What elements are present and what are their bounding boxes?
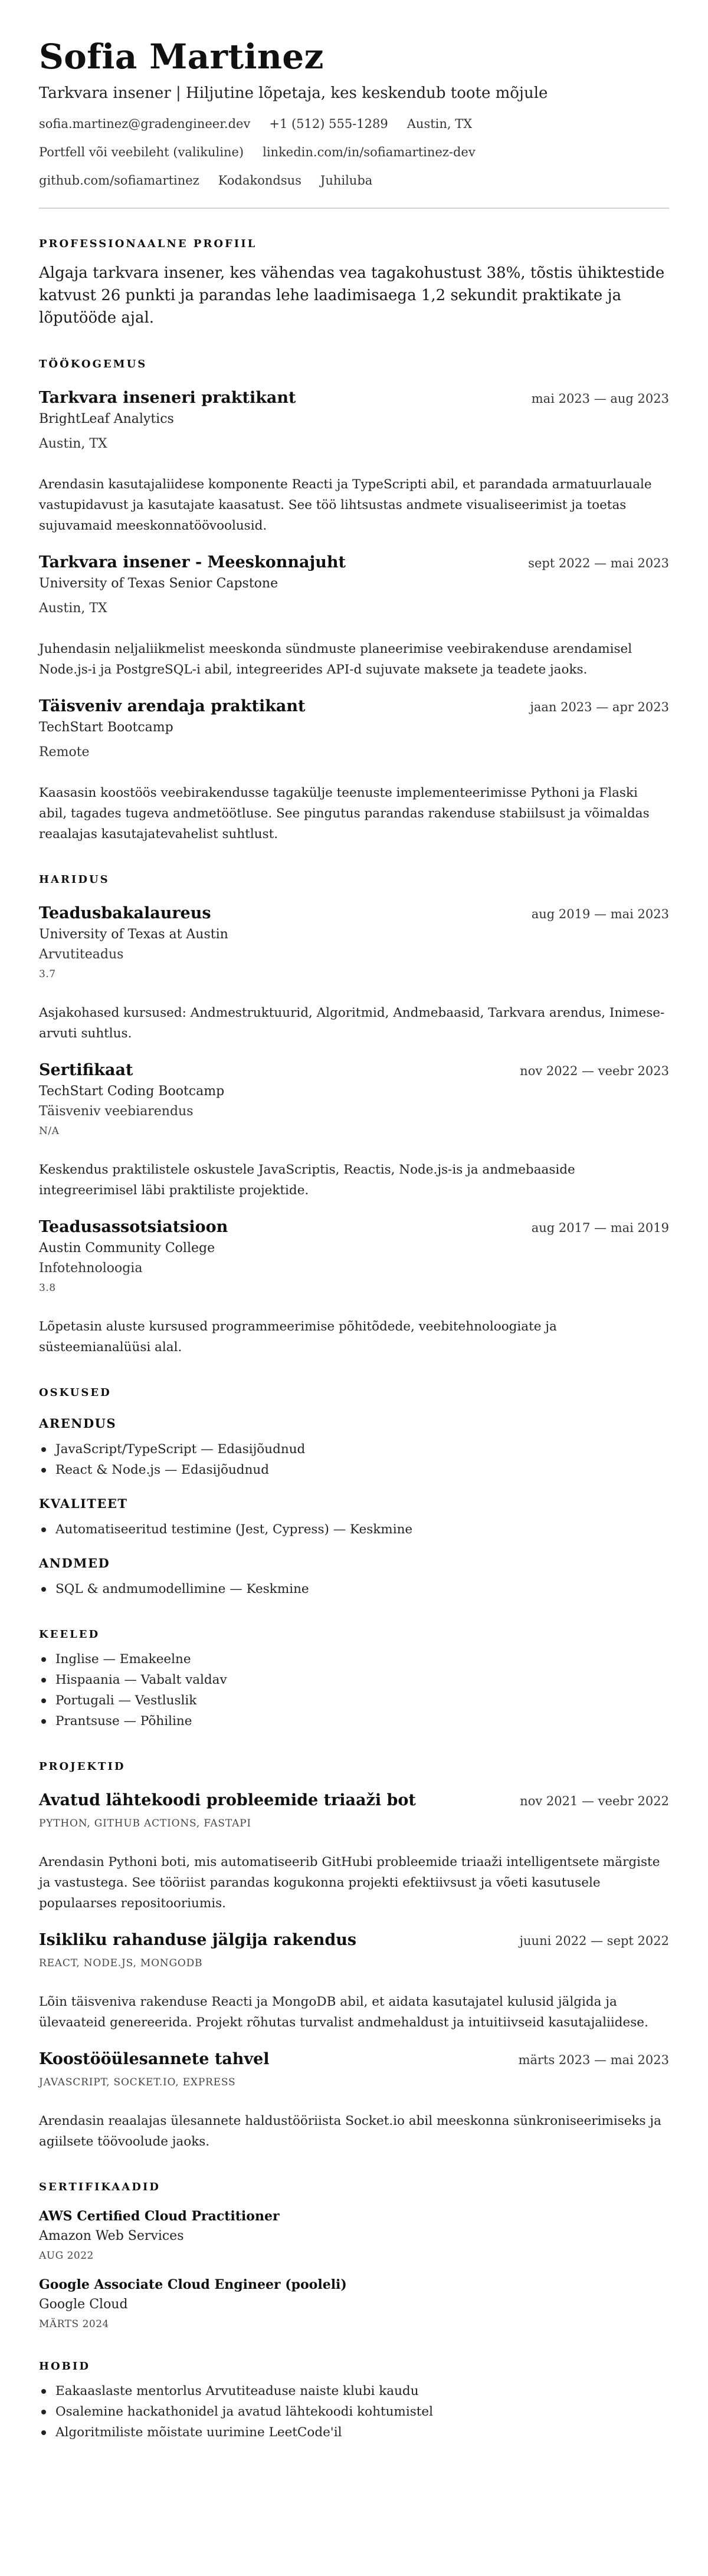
job-dates: jaan 2023 — apr 2023 <box>530 700 669 714</box>
contact-row <box>39 116 669 132</box>
certification-issuer: Google Cloud <box>39 2297 128 2312</box>
field-of-study: Täisveniv veebiarendus <box>39 1104 194 1119</box>
skill-item: React & Node.js — Edasijõudnud <box>39 1460 669 1480</box>
language-item: Portugali — Vestluslik <box>39 1690 669 1711</box>
contact-row <box>39 144 669 160</box>
certification-entry <box>39 2276 669 2331</box>
education-description: Asjakohased kursused: Andmestruktuurid, Algoritmid, Andmebaasid, Tarkvara arendus, Inimese-arvuti suhtlus. <box>39 1006 665 1041</box>
header-divider <box>39 208 669 209</box>
certification-name: Google Associate Cloud Engineer (pooleli) <box>39 2277 347 2292</box>
experience-entry <box>39 696 669 845</box>
candidate-name: Sofia Martinez <box>39 37 324 77</box>
certification-issuer: Amazon Web Services <box>39 2229 184 2243</box>
project-description: Arendasin Pythoni boti, mis automatiseerib GitHubi probleemide triaaži intelligentsete märgiste ja vastustega. See tööriist parandas kogukonna projekti efektiivsust ja võeti kasutusele populaarses repositooriumis. <box>39 1855 660 1911</box>
skill-list <box>39 1439 669 1480</box>
language-list <box>39 1649 669 1731</box>
section-title: PROJEKTID <box>39 1760 126 1773</box>
certification-name: AWS Certified Cloud Practitioner <box>39 2209 280 2224</box>
profile-section <box>39 237 669 329</box>
job-dates: sept 2022 — mai 2023 <box>528 556 669 570</box>
project-tech: REACT, NODE.JS, MONGODB <box>39 1957 203 1969</box>
education-section <box>39 873 669 1358</box>
contact-row <box>39 172 669 189</box>
skill-item: SQL & andmumodellimine — Keskmine <box>39 1579 669 1599</box>
skills-section <box>39 1386 669 1599</box>
skill-group-title: ANDMED <box>39 1556 110 1570</box>
company: TechStart Bootcamp <box>39 720 173 735</box>
github-link[interactable]: github.com/sofiamartinez <box>39 173 199 188</box>
experience-section <box>39 357 669 845</box>
job-description: Juhendasin neljaliikmelist meeskonda sündmuste planeerimise veebirakenduse arendamisel Node.js-i ja PostgreSQL-i abil, integreerides API-d sujuvate maksete ja teadete jaoks. <box>39 642 632 677</box>
languages-section <box>39 1628 669 1731</box>
project-entry <box>39 1930 669 2033</box>
phone[interactable]: +1 (512) 555-1289 <box>269 117 388 131</box>
grade: N/A <box>39 1125 60 1137</box>
project-description: Arendasin reaalajas ülesannete haldustööriista Socket.io abil meeskonna sünkroniseerimiseks ja agiilsete töövoolude jaoks. <box>39 2114 661 2149</box>
citizenship: Kodakondsus <box>218 173 301 188</box>
linkedin-link[interactable]: linkedin.com/in/sofiamartinez-dev <box>263 145 476 159</box>
education-description: Keskendus praktilistele oskustele JavaScriptis, Reactis, Node.js-is ja andmebaaside integreerimisel läbi praktiliste projektide. <box>39 1162 575 1198</box>
experience-entry <box>39 553 669 680</box>
experience-entry <box>39 388 669 536</box>
section-title: OSKUSED <box>39 1386 112 1399</box>
school: TechStart Coding Bootcamp <box>39 1084 225 1099</box>
profile-summary: Algaja tarkvara insener, kes vähendas vea tagakohustust 38%, tõstis ühiktestide katvust 26 punkti ja parandas lehe laadimisaega 1,2 sekundit praktikate ja lõputööde ajal. <box>39 264 665 327</box>
hobby-list <box>39 2381 669 2443</box>
project-tech: PYTHON, GITHUB ACTIONS, FASTAPI <box>39 1818 251 1829</box>
company: University of Texas Senior Capstone <box>39 576 278 591</box>
email[interactable]: sofia.martinez@gradengineer.dev <box>39 117 251 131</box>
project-tech: JAVASCRIPT, SOCKET.IO, EXPRESS <box>39 2076 236 2088</box>
grade: 3.8 <box>39 1282 56 1294</box>
education-description: Lõpetasin aluste kursused programmeerimise põhitõdede, veebitehnoloogiate ja süsteemianalüüsi alal. <box>39 1319 557 1355</box>
certification-date: MÄRTS 2024 <box>39 2318 109 2330</box>
job-title: Tarkvara insener - Meeskonnajuht <box>39 553 346 571</box>
job-description: Kaasasin koostöös veebirakendusse tagakülje teenuste implementeerimisse Pythoni ja Flaski abil, tagades tugeva andmetöötluse. See pingutus parandas rakenduse stabiilsust ja võimaldas reaalajas kasutajatevahelist suhtlust. <box>39 786 650 842</box>
projects-section <box>39 1760 669 2152</box>
location: Austin, TX <box>407 117 473 131</box>
job-location: Austin, TX <box>39 436 107 451</box>
certifications-section <box>39 2180 669 2331</box>
project-name: Avatud lähtekoodi probleemide triaaži bot <box>39 1791 416 1809</box>
project-dates: juuni 2022 — sept 2022 <box>519 1934 669 1948</box>
education-entry <box>39 903 669 1044</box>
job-location: Remote <box>39 745 90 760</box>
skill-group-title: KVALITEET <box>39 1496 128 1511</box>
project-name: Koostööülesannete tahvel <box>39 2050 270 2068</box>
job-title: Tarkvara inseneri praktikant <box>39 389 296 407</box>
education-entry <box>39 1060 669 1201</box>
section-title: HARIDUS <box>39 873 110 886</box>
job-location: Austin, TX <box>39 601 107 616</box>
certification-entry <box>39 2207 669 2263</box>
section-title: KEELED <box>39 1628 100 1641</box>
field-of-study: Arvutiteadus <box>39 947 124 962</box>
field-of-study: Infotehnoloogia <box>39 1261 143 1276</box>
education-entry <box>39 1217 669 1358</box>
certification-date: AUG 2022 <box>39 2250 94 2262</box>
section-title: SERTIFIKAADID <box>39 2181 160 2193</box>
project-entry <box>39 1790 669 1914</box>
portfolio-link[interactable]: Portfell või veebileht (valikuline) <box>39 145 244 159</box>
project-dates: nov 2021 — veebr 2022 <box>520 1794 669 1808</box>
degree: Teadusassotsiatsioon <box>39 1218 228 1236</box>
degree: Teadusbakalaureus <box>39 904 211 922</box>
drivers-license: Juhiluba <box>320 173 373 188</box>
education-dates: nov 2022 — veebr 2023 <box>520 1064 669 1078</box>
hobby-item: Eakaaslaste mentorlus Arvutiteaduse naiste klubi kaudu <box>39 2381 669 2401</box>
hobby-item: Algoritmiliste mõistate uurimine LeetCode'il <box>39 2422 669 2443</box>
job-title: Täisveniv arendaja praktikant <box>39 697 306 715</box>
project-description: Lõin täisveniva rakenduse Reacti ja MongoDB abil, et aidata kasutajatel kulusid jälgida ja ülevaateid genereerida. Projekt rõhutas turvalist andmehaldust ja intuitiivseid kasutajaliidese. <box>39 1995 648 2030</box>
education-dates: aug 2019 — mai 2023 <box>531 907 669 921</box>
section-title: PROFESSIONAALNE PROFIIL <box>39 238 257 250</box>
job-description: Arendasin kasutajaliidese komponente Reacti ja TypeScripti abil, et parandada armatuurlauale vastupidavust ja kasutajate kaasatust. See töö lihtsustas andmete visualiseerimist ja toetas sujuvamaid meeskonnatöövoolusid. <box>39 477 652 533</box>
project-dates: märts 2023 — mai 2023 <box>518 2053 669 2067</box>
section-title: TÖÖKOGEMUS <box>39 358 148 370</box>
project-entry <box>39 2049 669 2152</box>
project-name: Isikliku rahanduse jälgija rakendus <box>39 1931 357 1949</box>
grade: 3.7 <box>39 968 56 980</box>
skill-group-title: ARENDUS <box>39 1416 117 1431</box>
language-item: Hispaania — Vabalt valdav <box>39 1670 669 1690</box>
resume-header <box>39 35 669 189</box>
education-dates: aug 2017 — mai 2019 <box>531 1221 669 1235</box>
job-dates: mai 2023 — aug 2023 <box>531 392 669 406</box>
skill-item: Automatiseeritud testimine (Jest, Cypress) — Keskmine <box>39 1519 669 1540</box>
language-item: Inglise — Emakeelne <box>39 1649 669 1670</box>
skill-item: JavaScript/TypeScript — Edasijõudnud <box>39 1439 669 1460</box>
headline: Tarkvara insener | Hiljutine lõpetaja, kes keskendub toote mõjule <box>39 84 548 102</box>
school: University of Texas at Austin <box>39 927 228 942</box>
company: BrightLeaf Analytics <box>39 412 174 426</box>
skill-list <box>39 1579 669 1599</box>
hobbies-section <box>39 2360 669 2443</box>
language-item: Prantsuse — Põhiline <box>39 1711 669 1731</box>
degree: Sertifikaat <box>39 1061 133 1079</box>
hobby-item: Osalemine hackathonidel ja avatud lähtekoodi kohtumistel <box>39 2401 669 2422</box>
skill-list <box>39 1519 669 1540</box>
section-title: HOBID <box>39 2360 90 2373</box>
school: Austin Community College <box>39 1241 215 1256</box>
